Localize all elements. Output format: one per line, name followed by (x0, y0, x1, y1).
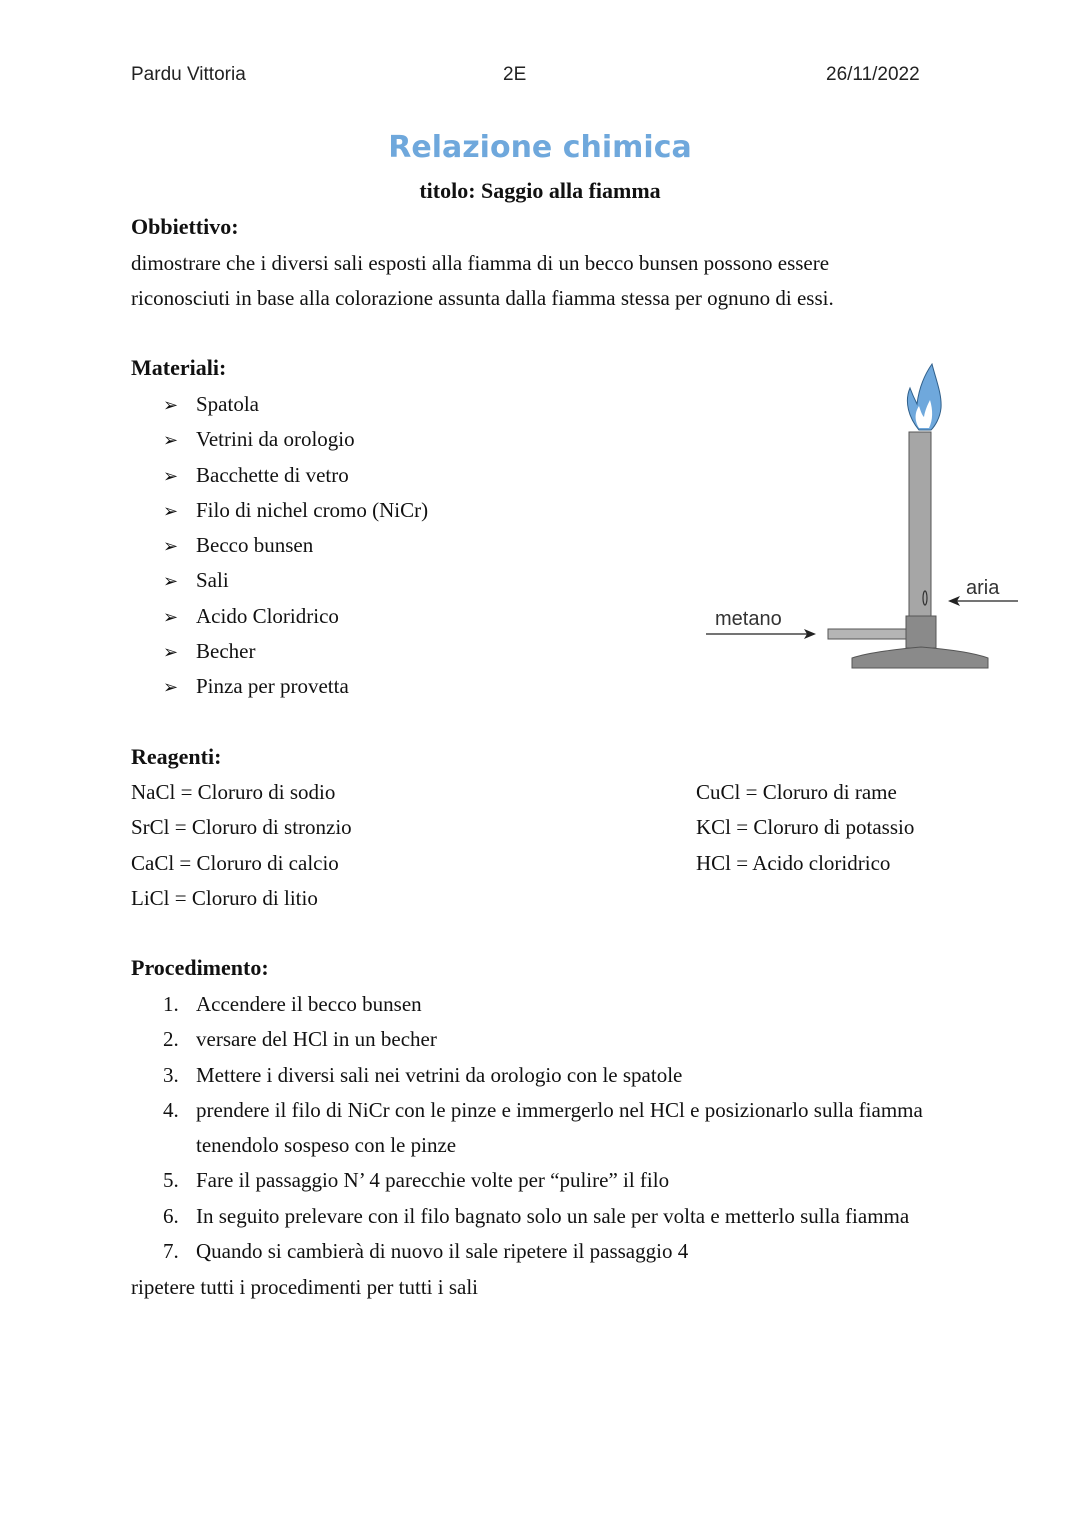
arrow-bullet-icon: ➢ (163, 642, 179, 664)
page-subtitle: titolo: Saggio alla fiamma (419, 178, 661, 203)
list-item (163, 599, 428, 634)
material-label: Bacchette di vetro (196, 462, 349, 487)
header-class: 2E (503, 64, 527, 85)
material-label: Becco bunsen (196, 533, 314, 558)
list-item: SrCl = Cloruro di stronzio (131, 815, 352, 840)
air-label: aria (966, 577, 1000, 599)
step-number: 3. (163, 1062, 179, 1087)
list-item (163, 1163, 953, 1198)
list-item: KCl = Cloruro di potassio (696, 815, 915, 840)
list-item (163, 493, 428, 528)
objective-line: riconosciuti in base alla colorazione assunta dalla fiamma stessa per ognuno di essi. (131, 286, 834, 310)
list-item: LiCl = Cloruro di litio (131, 885, 318, 910)
list-item (163, 1093, 953, 1164)
objective-heading: Obbiettivo: (131, 214, 239, 239)
list-item (163, 563, 428, 598)
list-item (163, 669, 428, 704)
step-text: prendere il filo di NiCr con le pinze e immergerlo nel HCl e posizionarlo sulla fiamma tenendolo sospeso con le pinze (196, 1097, 923, 1158)
arrow-bullet-icon: ➢ (163, 677, 179, 699)
step-number: 4. (163, 1097, 179, 1122)
step-number: 7. (163, 1239, 179, 1264)
list-item (163, 987, 953, 1022)
list-item (163, 1234, 953, 1269)
burner-collar (906, 616, 936, 648)
gas-label: metano (715, 608, 782, 630)
material-label: Filo di nichel cromo (NiCr) (196, 497, 429, 522)
step-number: 6. (163, 1203, 179, 1228)
material-label: Spatola (196, 392, 259, 416)
material-label: Sali (196, 568, 229, 593)
procedure-heading: Procedimento: (131, 955, 269, 980)
gas-inlet (828, 629, 906, 639)
list-item (163, 1058, 953, 1093)
list-item (163, 528, 428, 563)
list-item (163, 387, 428, 422)
material-label: Pinza per provetta (196, 674, 349, 699)
step-number: 5. (163, 1168, 179, 1193)
header-date: 26/11/2022 (826, 64, 920, 85)
reagents-right-list (696, 775, 914, 881)
burner-tube (909, 432, 931, 618)
step-text: Accendere il becco bunsen (196, 992, 422, 1016)
arrow-bullet-icon: ➢ (163, 395, 179, 416)
step-number: 2. (163, 1027, 179, 1052)
material-label: Acido Cloridrico (196, 603, 339, 628)
reagents-heading: Reagenti: (131, 744, 222, 769)
list-item: CaCl = Cloruro di calcio (131, 850, 339, 875)
list-item (163, 422, 428, 457)
step-text: Quando si cambierà di nuovo il sale ripetere il passaggio 4 (196, 1239, 689, 1264)
list-item (163, 634, 428, 669)
list-item (163, 1022, 953, 1057)
arrow-bullet-icon: ➢ (163, 430, 179, 452)
step-number: 1. (163, 992, 179, 1016)
arrow-bullet-icon: ➢ (163, 571, 179, 593)
objective-text (131, 246, 931, 316)
list-item: CuCl = Cloruro di rame (696, 780, 897, 804)
arrow-bullet-icon: ➢ (163, 606, 179, 628)
bunsen-burner-diagram (700, 360, 1030, 680)
step-text: Mettere i diversi sali nei vetrini da orologio con le spatole (196, 1062, 683, 1087)
arrow-bullet-icon: ➢ (163, 500, 179, 522)
step-text: Fare il passaggio N’ 4 parecchie volte per “pulire” il filo (196, 1168, 670, 1193)
reagents-left-list (131, 775, 352, 916)
objective-line: dimostrare che i diversi sali esposti alla fiamma di un becco bunsen possono essere (131, 251, 830, 275)
list-item: NaCl = Cloruro di sodio (131, 780, 336, 804)
arrow-bullet-icon: ➢ (163, 536, 179, 558)
material-label: Becher (196, 639, 256, 664)
material-label: Vetrini da orologio (196, 427, 355, 452)
burner-base (852, 647, 988, 668)
list-item (163, 1199, 953, 1234)
procedure-closing: ripetere tutti i procedimenti per tutti i sali (131, 1275, 478, 1299)
list-item: HCl = Acido cloridrico (696, 850, 891, 875)
step-text: versare del HCl in un becher (196, 1027, 437, 1052)
arrow-bullet-icon: ➢ (163, 465, 179, 487)
step-text: In seguito prelevare con il filo bagnato solo un sale per volta e metterlo sulla fiamma (196, 1203, 910, 1228)
header-author: Pardu Vittoria (131, 64, 246, 85)
materials-list (163, 387, 428, 705)
materials-heading: Materiali: (131, 355, 227, 380)
page-title: Relazione chimica (388, 130, 692, 165)
list-item (163, 458, 428, 493)
procedure-list (163, 987, 953, 1269)
